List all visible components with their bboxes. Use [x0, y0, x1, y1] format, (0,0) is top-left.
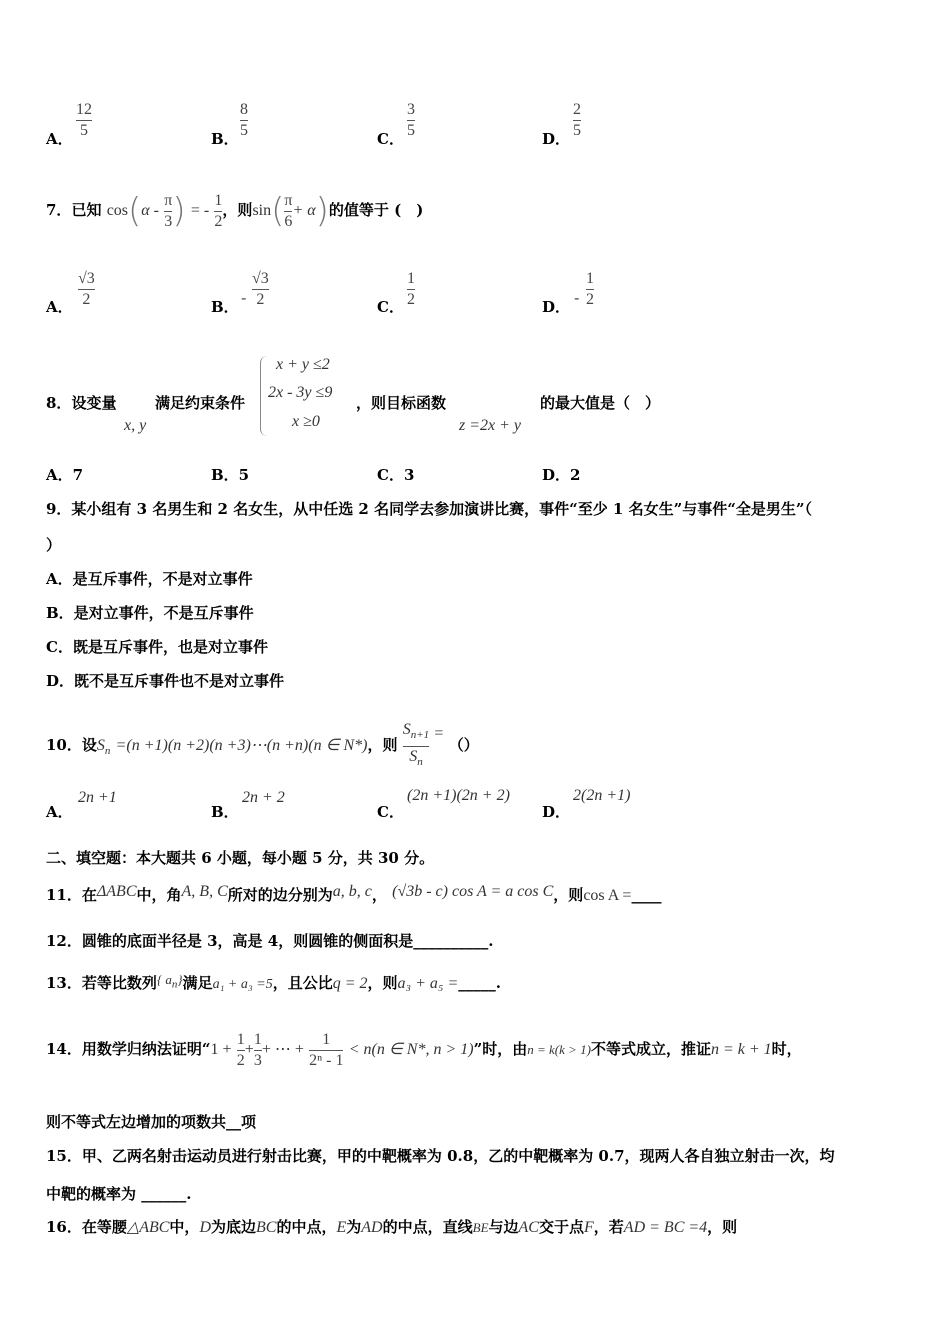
q16-t5: 为: [346, 1218, 362, 1236]
q10-t2: ，则: [367, 736, 398, 754]
q6-option-d: [542, 128, 570, 149]
q7-mid: ，则: [222, 201, 253, 219]
q11-t1: 在: [81, 886, 97, 904]
q8-objective: z =2x + y: [459, 417, 522, 434]
q10-c-expr: (2n +1)(2n + 2): [407, 787, 510, 804]
q10-expr: =(n +1)(n +2)(n +3)⋯(n +n): [115, 737, 309, 754]
q6-option-b: [211, 128, 239, 149]
question-13: [46, 966, 501, 999]
option-label: A．: [46, 130, 73, 148]
alpha-minus: α -: [141, 202, 160, 219]
question-16: [46, 1213, 737, 1242]
q16-eq: AD = BC =4: [623, 1219, 708, 1236]
q10-t1: 设: [81, 736, 97, 754]
q10-option-d: D．: [542, 803, 571, 821]
rhs: < n(n ∈ N*, n > 1): [348, 1041, 474, 1058]
minus-sign: -: [574, 288, 580, 307]
sides: a, b, c: [332, 883, 372, 900]
q7-number: 7．: [46, 201, 72, 219]
denominator: 2: [586, 291, 594, 308]
numerator: √3: [252, 270, 269, 287]
numerator: 1: [322, 1030, 331, 1048]
q14-t2: ”时，由: [473, 1040, 528, 1058]
q13-ratio: q = 2: [332, 975, 368, 992]
q11-t4: ，: [371, 886, 387, 904]
denominator: 3: [164, 212, 173, 230]
q6-d-fraction: [573, 101, 581, 140]
constraint-1: x + y ≤2: [276, 356, 330, 373]
paren-close: ): [172, 191, 186, 231]
segment-ad: AD: [361, 1219, 383, 1236]
q8-number: 8．: [46, 394, 72, 412]
constraint-2: 2x - 3y ≤9: [268, 384, 333, 401]
q10-paren: （）: [448, 736, 479, 754]
question-12: 12．圆锥的底面半径是 3，高是 4，则圆锥的侧面积是__________.: [46, 932, 494, 950]
q7-option-c: [377, 296, 404, 317]
q16-t1: 在等腰: [81, 1218, 127, 1236]
section-2-heading: 二、填空题：本大题共 6 小题，每小题 5 分，共 30 分。: [46, 849, 435, 867]
paren-open: (: [128, 191, 142, 231]
point-f: F: [584, 1219, 594, 1236]
answer-blank[interactable]: ____: [631, 886, 662, 904]
numerator: 1: [236, 1030, 245, 1048]
q8-text-1: [46, 392, 116, 413]
q11-t5: ，则: [553, 886, 584, 904]
q14-t4: 时，: [771, 1040, 802, 1058]
q16-t4: 的中点，: [276, 1218, 337, 1236]
q6-option-a: [46, 128, 73, 149]
denominator: 5: [240, 122, 248, 139]
q11-equation: (√3b - c) cos A = a cos C: [392, 883, 554, 900]
segment-ac: AC: [518, 1219, 539, 1236]
numerator: π: [284, 191, 293, 209]
q8-t1: 设变量: [71, 394, 117, 412]
q13-number: 13．: [46, 974, 82, 992]
cos-func: cos: [106, 202, 129, 219]
question-14: [46, 1020, 802, 1078]
q16-number: 16．: [46, 1218, 82, 1236]
q10-a-expr: 2n +1: [78, 789, 117, 806]
point-e: E: [336, 1219, 347, 1236]
q11-number: 11．: [46, 886, 82, 904]
option-label: D．: [542, 130, 571, 148]
numerator: 1: [586, 270, 594, 287]
plus: +: [244, 1041, 254, 1058]
option-label: C．: [377, 298, 404, 316]
option-label: B．: [211, 130, 239, 148]
q6-b-fraction: [240, 101, 248, 140]
q9-option-c: C．既是互斥事件，也是对立事件: [46, 638, 268, 656]
question-10: [46, 706, 479, 768]
q7-option-b: [211, 296, 239, 317]
numerator: 3: [407, 101, 415, 118]
q16-t10: ，则: [707, 1218, 738, 1236]
sin-func: sin: [252, 202, 272, 219]
q16-t7: 与边: [488, 1218, 519, 1236]
q7-a-fraction: [78, 270, 95, 309]
q7-b-fraction: [252, 270, 269, 309]
q7-option-a: [46, 296, 73, 317]
numerator: 12: [76, 101, 92, 118]
q8-option-d: D．2: [542, 466, 581, 484]
q13-t3: ，且公比: [272, 974, 333, 992]
answer-blank[interactable]: _____.: [458, 974, 501, 992]
q9-option-a: A．是互斥事件，不是对立事件: [46, 570, 253, 588]
q8-option-b: B．5: [211, 466, 250, 484]
q8-option-c: C．3: [377, 466, 415, 484]
q10-option-a: A．: [46, 803, 73, 821]
s-symbol: S: [96, 737, 105, 754]
equals-neg: = -: [190, 202, 210, 219]
option-label: B．: [211, 298, 239, 316]
minus-sign: -: [241, 288, 247, 307]
denominator: 2ⁿ - 1: [309, 1051, 344, 1069]
q14-t1: 用数学归纳法证明“: [81, 1040, 211, 1058]
denominator: 3: [253, 1051, 262, 1069]
q16-t2: 中，: [169, 1218, 200, 1236]
paren-close: ): [315, 191, 329, 231]
question-7: [46, 187, 423, 233]
q15-line-1: 15．甲、乙两名射击运动员进行射击比赛，甲的中靶概率为 0.8，乙的中靶概率为 0.7，现两人各自独立射击一次，均: [46, 1147, 835, 1165]
denominator: S: [409, 747, 418, 765]
q10-ratio: [403, 721, 429, 770]
q6-a-fraction: [76, 101, 92, 140]
q11-t3: 所对的边分别为: [227, 886, 333, 904]
option-label: D．: [542, 298, 571, 316]
numerator: 1: [407, 270, 415, 287]
frac-last: [309, 1031, 343, 1070]
numerator: √3: [78, 270, 95, 287]
q10-b-expr: 2n + 2: [242, 789, 285, 806]
q13-ask: a₃ + a₅ =: [397, 975, 459, 992]
denominator: 2: [256, 291, 265, 308]
q13-cond: a₁ + a₃ =5: [212, 977, 273, 992]
q9-option-d: D．既不是互斥事件也不是对立事件: [46, 672, 285, 690]
numerator: 1: [253, 1030, 262, 1048]
triangle: △ABC: [126, 1219, 170, 1236]
q8-t2: 满足约束条件: [155, 394, 246, 412]
angles: A, B, C: [181, 883, 228, 900]
plus-alpha: + α: [292, 202, 316, 219]
q14-line-2: 则不等式左边增加的项数共__项: [46, 1113, 257, 1131]
q14-number: 14．: [46, 1040, 82, 1058]
numerator: π: [164, 191, 173, 209]
option-label: C．: [377, 130, 404, 148]
q7-suffix: 的值等于 ( ): [328, 201, 424, 219]
denominator: 5: [573, 122, 581, 139]
step: n = k + 1: [710, 1041, 772, 1058]
segment-bc: BC: [256, 1219, 277, 1236]
q15-line-2: 中靶的概率为 ______.: [46, 1185, 192, 1203]
q13-t1: 若等比数列: [81, 974, 157, 992]
frac-1-2: [237, 1031, 245, 1070]
q11-ask: cos A =: [583, 887, 632, 904]
numerator: 2: [573, 101, 581, 118]
q8-t3: ，则目标函数: [356, 394, 447, 412]
seq-close: }: [177, 972, 183, 987]
q10-option-c: C．: [377, 803, 404, 821]
numerator-sub: n+1: [410, 729, 430, 742]
q9-option-b: B．是对立事件，不是互斥事件: [46, 604, 254, 622]
question-11: [46, 878, 661, 910]
brace: [260, 356, 267, 436]
q16-t6: 的中点，直线: [382, 1218, 473, 1236]
q7-d-fraction: [586, 270, 594, 309]
q9-line-1: 9．某小组有 3 名男生和 2 名女生，从中任选 2 名同学去参加演讲比赛，事件“至少 1 名女生”与事件“全是男生”（: [46, 500, 812, 518]
q10-option-b: B．: [211, 803, 239, 821]
numerator: 1: [214, 191, 223, 209]
q16-t8: 交于点: [538, 1218, 584, 1236]
paren-open: (: [271, 191, 285, 231]
denominator: 5: [407, 122, 415, 139]
q14-t3: 不等式成立，推证: [590, 1040, 711, 1058]
point-d: D: [199, 1219, 211, 1236]
q10-cond: (n ∈ N*): [308, 737, 368, 754]
seq-open: { a: [156, 972, 172, 987]
numerator: 8: [240, 101, 248, 118]
line-be: BE: [472, 1220, 489, 1235]
q10-number: 10．: [46, 736, 82, 754]
q7-option-d: [542, 296, 570, 317]
frac-1-3: [254, 1031, 262, 1070]
denominator: 2: [214, 212, 223, 230]
lhs-start: 1 +: [210, 1041, 232, 1058]
q10-d-expr: 2(2n +1): [573, 787, 631, 804]
q8-t4: 的最大值是（ ）: [540, 394, 661, 412]
q8-vars: x, y: [124, 417, 147, 434]
q10-eq: =: [434, 725, 444, 742]
q8-option-a: A．7: [46, 466, 84, 484]
numerator: S: [402, 721, 411, 739]
denominator: 5: [80, 122, 88, 139]
denominator-sub: n: [417, 755, 423, 768]
q7-prefix: 已知: [71, 201, 102, 219]
q7-c-fraction: [407, 270, 415, 309]
seq-sub: n: [171, 978, 178, 991]
dots: + ⋯ +: [261, 1041, 304, 1058]
q6-c-fraction: [407, 101, 415, 140]
q13-t2: 满足: [182, 974, 213, 992]
q6-option-c: [377, 128, 404, 149]
s-subscript: n: [104, 745, 111, 757]
hypothesis: n = k(k > 1): [527, 1042, 591, 1057]
q13-t4: ，则: [367, 974, 398, 992]
denominator: 2: [407, 291, 415, 308]
option-label: A．: [46, 298, 73, 316]
q16-t3: 为底边: [211, 1218, 257, 1236]
triangle: ΔABC: [96, 883, 137, 900]
q16-t9: ，若: [593, 1218, 624, 1236]
constraint-3: x ≥0: [292, 413, 320, 430]
q9-line-2: ）: [46, 536, 62, 554]
q11-t2: 中，角: [136, 886, 182, 904]
denominator: 6: [284, 212, 293, 230]
denominator: 2: [236, 1051, 245, 1069]
sequence: [156, 972, 183, 991]
denominator: 2: [82, 291, 91, 308]
